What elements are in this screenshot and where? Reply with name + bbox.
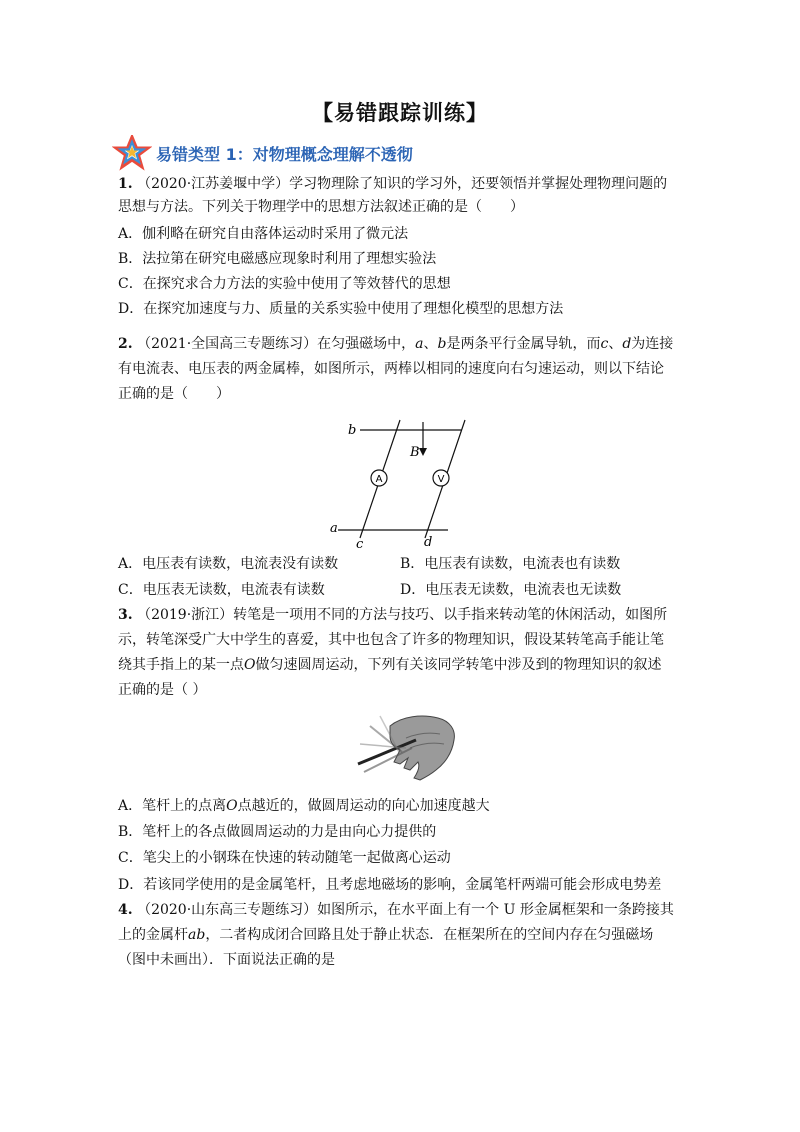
q2-line-3: 正确的是（ ）	[118, 386, 230, 402]
q1-option-a: A．伽利略在研究自由落体运动时采用了微元法	[118, 226, 409, 242]
q3-line-4: 正确的是（ ）	[118, 682, 207, 698]
q2-option-a: A．电压表有读数，电流表没有读数	[118, 556, 339, 572]
q4-line-2: 上的金属杆ab，二者构成闭合回路且处于静止状态．在框架所在的空间内存在匀强磁场	[118, 927, 654, 943]
q3-line-1: 3. （2019·浙江）转笔是一项用不同的方法与技巧、以手指来转动笔的休闲活动，如图所	[118, 607, 668, 623]
q2-option-c: C．电压表无读数，电流表有读数	[118, 582, 325, 598]
q2-line-1: 2. （2021·全国高三专题练习）在匀强磁场中，a、b是两条平行金属导轨，而c、d为连接	[118, 336, 674, 352]
q3-line-2: 示，转笔深受广大中学生的喜爱，其中也包含了许多的物理知识，假设某转笔高手能让笔	[118, 632, 664, 648]
rails-circuit-diagram	[320, 414, 470, 550]
section-header	[112, 135, 413, 171]
q4-number: 4.	[118, 902, 133, 918]
q3-number: 3.	[118, 607, 133, 623]
q3-option-c: C．笔尖上的小钢珠在快速的转动随笔一起做离心运动	[118, 850, 451, 866]
q3-line-3: 绕其手指上的某一点O做匀速圆周运动，下列有关该同学转笔中涉及到的物理知识的叙述	[118, 657, 662, 673]
q1-option-b: B．法拉第在研究电磁感应现象时利用了理想实验法	[118, 251, 437, 267]
q1-number: 1.	[118, 176, 133, 192]
q2-number: 2.	[118, 336, 133, 352]
q3-option-b: B．笔杆上的各点做圆周运动的力是由向心力提供的	[118, 824, 437, 840]
q1-line-1: 1. （2020·江苏姜堰中学）学习物理除了知识的学习外，还要领悟并掌握处理物理问题的	[118, 176, 668, 192]
q2-option-b: B．电压表有读数，电流表也有读数	[400, 556, 621, 572]
q4-line-3: （图中未画出）．下面说法正确的是	[118, 952, 335, 968]
ammeter-icon: A	[375, 474, 383, 485]
voltmeter-icon: V	[437, 474, 445, 485]
label-B-field: B	[410, 445, 420, 460]
q1-line-2: 思想与方法。下列关于物理学中的思想方法叙述正确的是（ ）	[118, 199, 524, 215]
star-icon	[112, 135, 152, 171]
label-b: b	[348, 423, 357, 438]
page-title: 【易错跟踪训练】	[312, 101, 488, 125]
q2-option-d: D．电压表无读数，电流表也无读数	[400, 582, 622, 598]
q3-option-d: D．若该同学使用的是金属笔杆，且考虑地磁场的影响，金属笔杆两端可能会形成电势差	[118, 877, 662, 893]
q2-line-2: 有电流表、电压表的两金属棒，如图所示，两棒以相同的速度向右匀速运动，则以下结论	[118, 361, 664, 377]
q1-option-d: D．在探究加速度与力、质量的关系实验中使用了理想化模型的思想方法	[118, 301, 564, 317]
label-a: a	[330, 521, 338, 536]
label-c: c	[356, 537, 364, 550]
section-title: 易错类型 1：对物理概念理解不透彻	[156, 144, 413, 164]
q4-line-1: 4. （2020·山东高三专题练习）如图所示，在水平面上有一个 U 形金属框架和一条跨接其	[118, 902, 674, 918]
pen-spinning-hand-image	[350, 708, 460, 786]
q3-option-a: A．笔杆上的点离O点越近的，做圆周运动的向心加速度越大	[118, 798, 490, 814]
label-d: d	[424, 535, 433, 550]
q1-option-c: C．在探究求合力方法的实验中使用了等效替代的思想	[118, 276, 451, 292]
